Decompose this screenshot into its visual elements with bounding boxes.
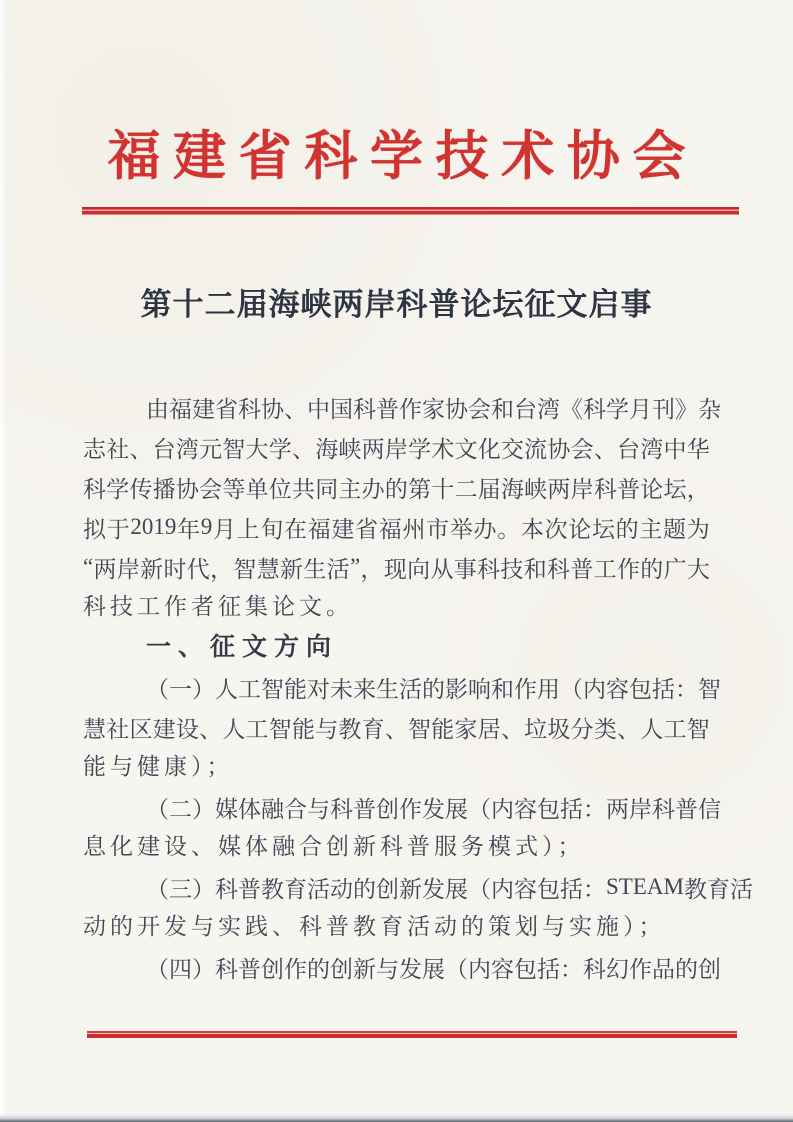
- body-line: 志 社 、 台 湾 元 智 大 学 、 海 峡 两 岸 学 术 文 化 交 流 协 会 、 台 湾 中 华: [83, 436, 710, 462]
- body-line: 息化建设、媒体融合创新科普服务模式）；: [83, 834, 585, 859]
- letterhead: [0, 127, 793, 187]
- body-line: （ 二 ） 媒 体 融 合 与 科 普 创 作 发 展 （ 内 容 包 括 ： 两 岸 科 普 信: [146, 796, 721, 822]
- body-line: 慧 社 区 建 设 、 人 工 智 能 与 教 育 、 智 能 家 居 、 垃 圾 分 类 、 人 工 智: [83, 716, 710, 742]
- scan-bottom-edge-artifact: [0, 1114, 793, 1122]
- letterhead-red-rule: [82, 207, 739, 215]
- body-line: “ 两 岸 新 时 代 ， 智 慧 新 生 活 ” ， 现 向 从 事 科 技 和 科 普 工 作 的 广 大: [83, 554, 710, 582]
- body-line: （ 一 ） 人 工 智 能 对 未 来 生 活 的 影 响 和 作 用 （ 内 容 包 括 ： 智: [146, 676, 721, 702]
- body-line: （ 四 ） 科 普 创 作 的 创 新 与 发 展 （ 内 容 包 括 ： 科 幻 作 品 的 创: [146, 956, 721, 982]
- letterhead-org-name: 福 建 省 科 学 技 术 协 会: [107, 128, 686, 186]
- document-body: [83, 387, 753, 987]
- body-line: 由 福 建 省 科 协 、 中 国 科 普 作 家 协 会 和 台 湾 《 科 学 月 刊 》 杂: [146, 396, 721, 422]
- body-line: 拟 于 2019 年 9 月 上 旬 在 福 建 省 福 州 市 举 办 。 本 次 论 坛 的 主 题 为: [83, 514, 710, 542]
- body-line: 科 学 传 播 协 会 等 单 位 共 同 主 办 的 第 十 二 届 海 峡 两 岸 科 普 论 坛 ，: [83, 476, 710, 502]
- document-title: 第十二届海峡两岸科普论坛征文启事: [140, 287, 653, 322]
- body-line: （ 三 ） 科 普 教 育 活 动 的 创 新 发 展 （ 内 容 包 括 ： STEAM 教 育 活: [146, 874, 753, 902]
- footer-red-rule: [87, 1031, 737, 1038]
- body-line: 动的开发与实践、科普教育活动的策划与实施）；: [83, 914, 666, 939]
- section-heading: 一、征文方向: [146, 633, 339, 661]
- body-line: 能与健康）；: [83, 754, 234, 779]
- body-line: 科技工作者征集论文。: [83, 594, 353, 619]
